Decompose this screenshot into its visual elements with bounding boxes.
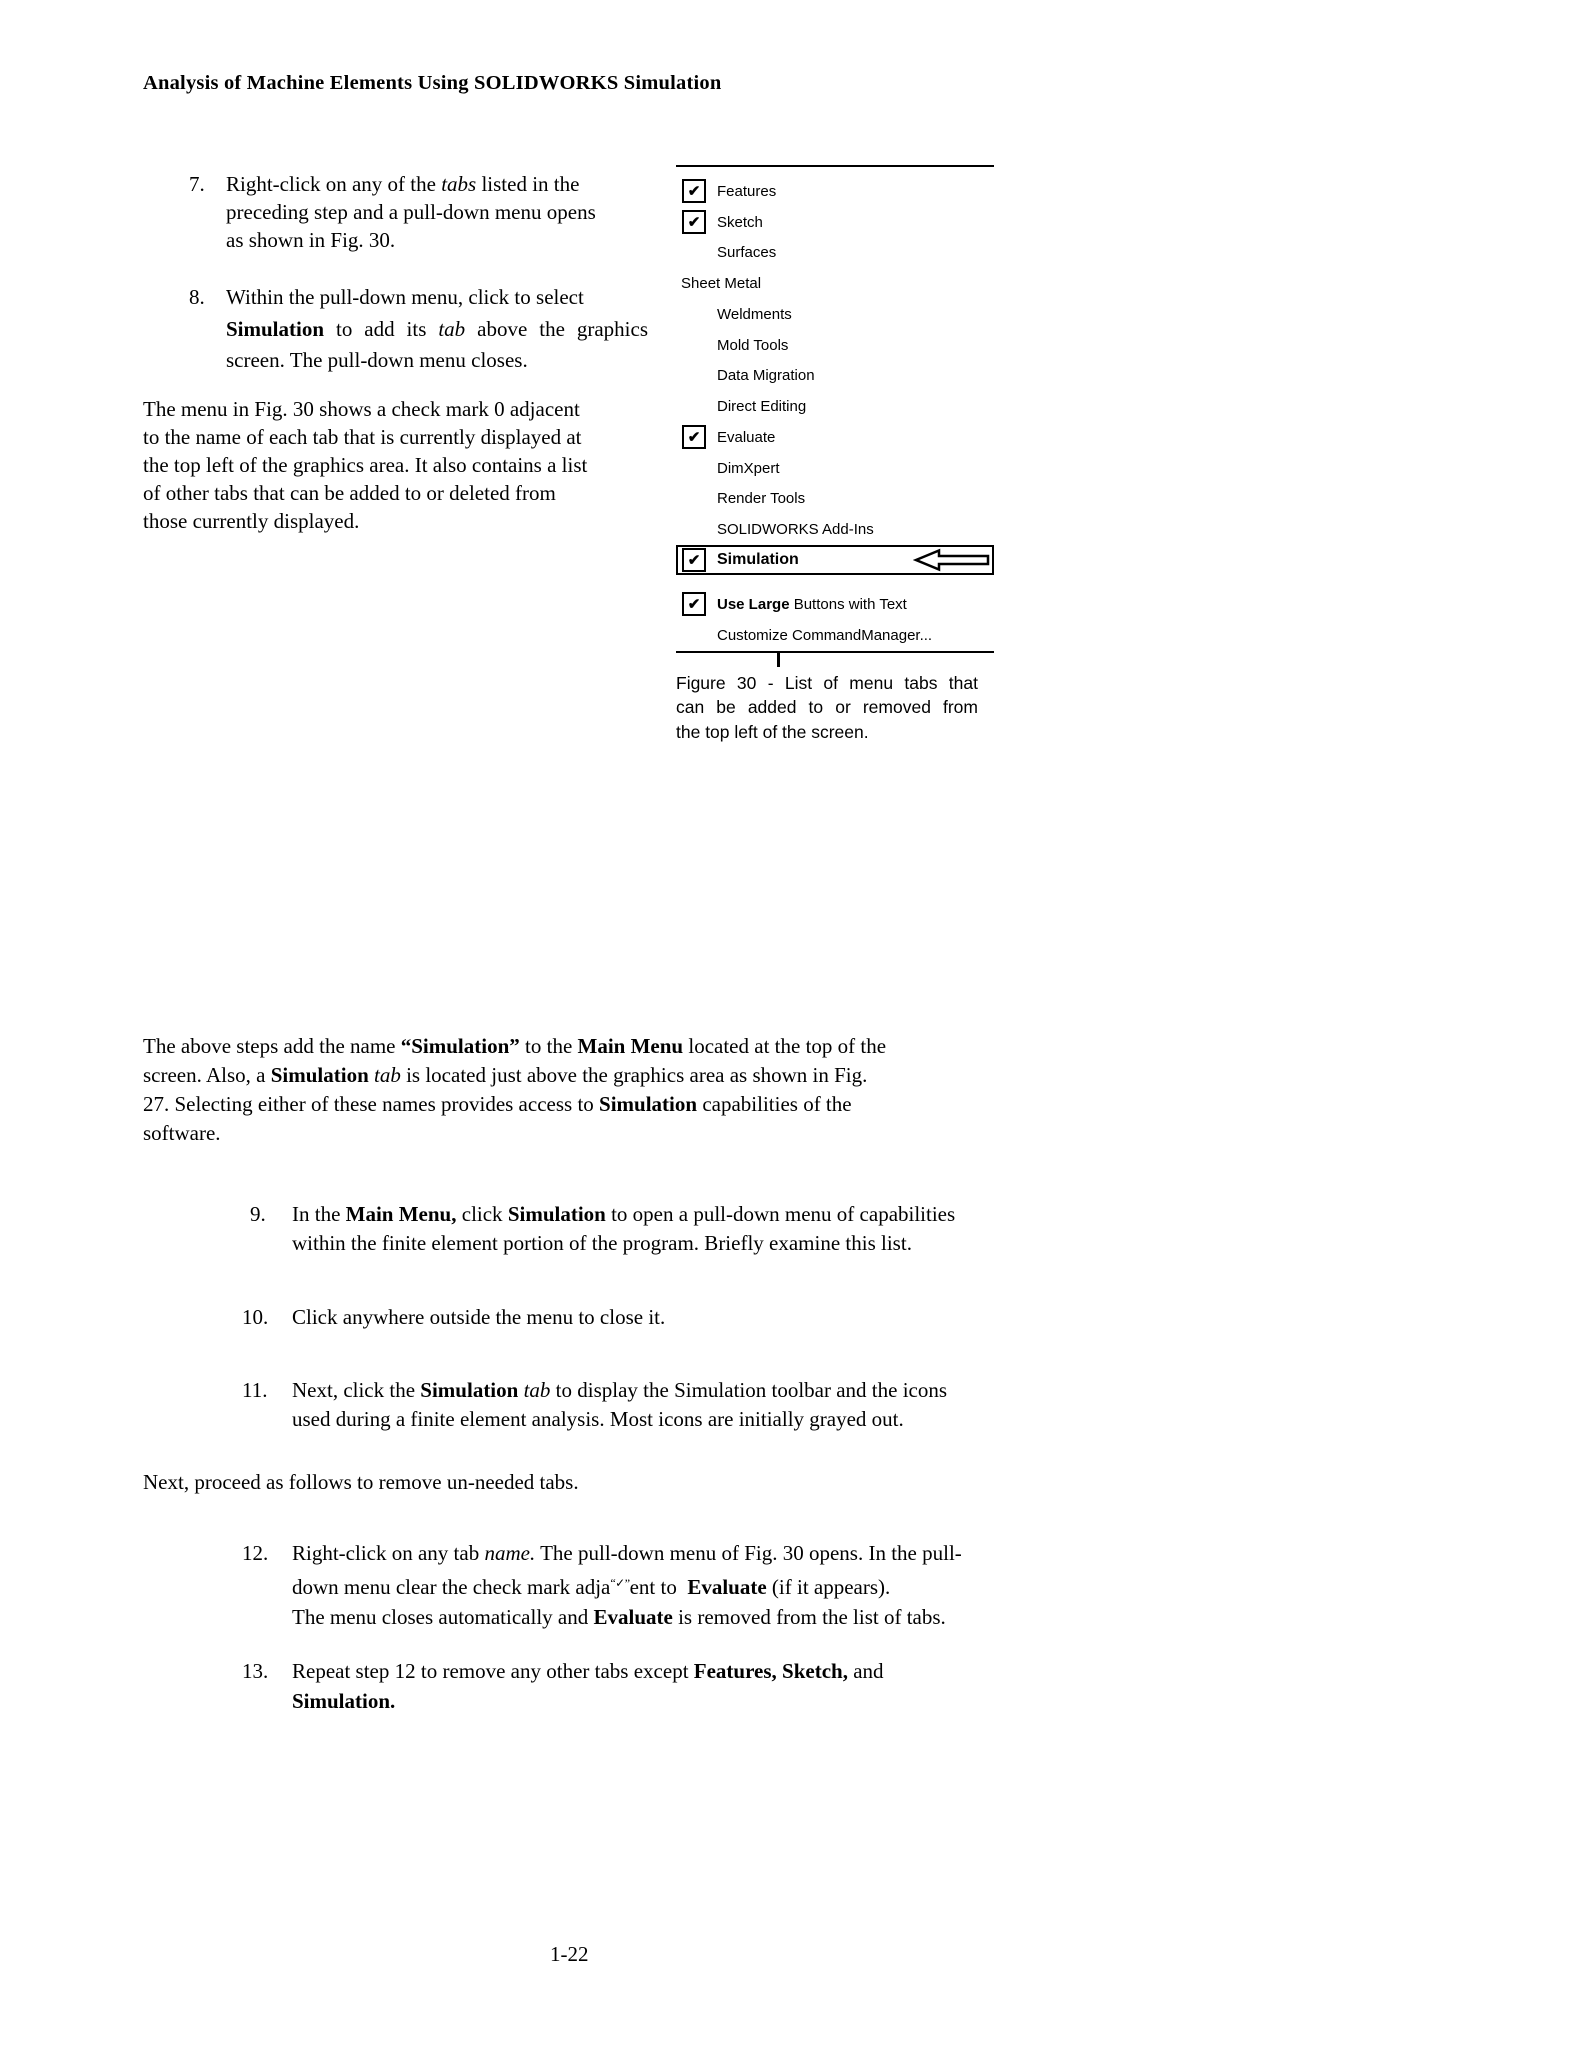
menu-item-label: SOLIDWORKS Add-Ins bbox=[717, 521, 874, 539]
text-line: software. bbox=[143, 1121, 221, 1145]
text-line: Click anywhere outside the menu to close it. bbox=[292, 1305, 666, 1329]
menu-item-label: DimXpert bbox=[717, 459, 780, 477]
menu-item-sketch bbox=[676, 207, 994, 238]
step-8-text bbox=[226, 282, 648, 377]
text-line: of other tabs that can be added to or deleted from bbox=[143, 481, 556, 505]
page-header: Analysis of Machine Elements Using SOLIDWORKS Simulation bbox=[143, 72, 722, 94]
step-7-text bbox=[226, 170, 596, 254]
figure-top-rule bbox=[676, 165, 994, 167]
text-line: Next, click the Simulation tab to display the Simulation toolbar and the icons bbox=[292, 1378, 948, 1402]
figure-bottom-rule bbox=[676, 651, 994, 653]
step-8 bbox=[189, 282, 648, 377]
menu-item-features bbox=[676, 176, 994, 207]
menu-item-label: Weldments bbox=[717, 305, 792, 323]
step-12 bbox=[242, 1538, 962, 1632]
menu-item-use-large bbox=[676, 589, 994, 620]
step-11-number: 11. bbox=[242, 1378, 268, 1402]
text-line: within the finite element portion of the program. Briefly examine this list. bbox=[292, 1231, 912, 1255]
menu-item-sheet-metal bbox=[676, 268, 994, 299]
figure-30 bbox=[676, 165, 994, 744]
figure-caption-line: can be added to or removed from bbox=[676, 697, 978, 717]
menu-item-data-migration bbox=[676, 361, 994, 392]
text-line: screen. The pull-down menu closes. bbox=[226, 348, 528, 372]
text-line: Repeat step 12 to remove any other tabs except Features, Sketch, and bbox=[292, 1659, 884, 1683]
text-line: Next, proceed as follows to remove un-needed tabs. bbox=[143, 1470, 579, 1494]
step-9-number: 9. bbox=[250, 1202, 266, 1226]
menu-item-direct-editing bbox=[676, 391, 994, 422]
text-line: to the name of each tab that is currently displayed at bbox=[143, 425, 582, 449]
step-8-number: 8. bbox=[189, 285, 205, 309]
text-line: down menu clear the check mark adja“✓”ent to Evaluate (if it appears). bbox=[292, 1575, 891, 1599]
step-7-number: 7. bbox=[189, 172, 205, 196]
step-10-number: 10. bbox=[242, 1305, 269, 1329]
step-10 bbox=[242, 1303, 665, 1332]
menu-item-label: Mold Tools bbox=[717, 336, 789, 354]
figure-caption-line: the top left of the screen. bbox=[676, 721, 869, 742]
text-line: Right-click on any of the tabs listed in the bbox=[226, 172, 580, 196]
menu-bottom-list bbox=[676, 589, 994, 651]
checkmark-checkbox: ✔ bbox=[682, 592, 706, 616]
menu-item-solidworks-add-ins bbox=[676, 514, 994, 545]
step-9 bbox=[242, 1200, 955, 1258]
menu-item-surfaces bbox=[676, 238, 994, 269]
step-11-text bbox=[292, 1376, 947, 1434]
text-line: screen. Also, a Simulation tab is located just above the graphics area as shown in Fig. bbox=[143, 1063, 868, 1087]
menu-item-render-tools bbox=[676, 484, 994, 515]
step-13-number: 13. bbox=[242, 1659, 269, 1683]
text-line: In the Main Menu, click Simulation to open a pull-down menu of capabilities bbox=[292, 1202, 956, 1226]
step-12-text bbox=[292, 1538, 962, 1632]
paragraph-menu-note bbox=[143, 395, 683, 535]
text-line: Within the pull-down menu, click to select bbox=[226, 285, 584, 309]
menu-list bbox=[676, 176, 994, 575]
figure-tick-mark bbox=[777, 653, 780, 667]
text-line: preceding step and a pull-down menu opens bbox=[226, 200, 596, 224]
step-13 bbox=[242, 1656, 884, 1716]
menu-item-label: Render Tools bbox=[717, 490, 806, 508]
text-line: The menu in Fig. 30 shows a check mark 0 adjacent bbox=[143, 397, 580, 421]
step-12-number: 12. bbox=[242, 1541, 269, 1565]
text-line: 27. Selecting either of these names provides access to Simulation capabilities of the bbox=[143, 1092, 852, 1116]
paragraph-above-steps bbox=[143, 1032, 1173, 1148]
menu-item-weldments bbox=[676, 299, 994, 330]
step-9-text bbox=[292, 1200, 955, 1258]
menu-item-label: Use Large Buttons with Text bbox=[717, 595, 907, 613]
menu-item-label: Simulation bbox=[717, 551, 799, 568]
checkmark-checkbox: ✔ bbox=[682, 179, 706, 203]
paragraph-remove-tabs bbox=[143, 1468, 1173, 1496]
menu-item-evaluate bbox=[676, 422, 994, 453]
menu-item-label: Sheet Metal bbox=[681, 275, 762, 293]
menu-item-mold-tools bbox=[676, 330, 994, 361]
menu-item-customize-commandmanager bbox=[676, 620, 994, 651]
figure-gap bbox=[676, 575, 994, 589]
checkmark-checkbox: ✔ bbox=[682, 425, 706, 449]
text-line: The menu closes automatically and Evaluate is removed from the list of tabs. bbox=[292, 1605, 946, 1629]
checkmark-checkbox: ✔ bbox=[682, 210, 706, 234]
text-line: used during a finite element analysis. Most icons are initially grayed out. bbox=[292, 1407, 904, 1431]
menu-item-label: Features bbox=[717, 182, 777, 200]
checkmark-checkbox: ✔ bbox=[682, 548, 706, 572]
menu-item-label: Evaluate bbox=[717, 428, 776, 446]
step-7 bbox=[189, 170, 596, 254]
menu-item-simulation bbox=[676, 545, 994, 575]
menu-item-label: Sketch bbox=[717, 213, 763, 231]
menu-item-label: Data Migration bbox=[717, 367, 815, 385]
text-line: Right-click on any tab name. The pull-down menu of Fig. 30 opens. In the pull- bbox=[292, 1541, 962, 1565]
step-11 bbox=[242, 1376, 947, 1434]
text-line: Simulation. bbox=[292, 1689, 396, 1713]
text-line: Simulation to add its tab above the graphics bbox=[226, 316, 648, 341]
text-line: The above steps add the name “Simulation” to the Main Menu located at the top of the bbox=[143, 1034, 887, 1058]
figure-caption-line: Figure 30 - List of menu tabs that bbox=[676, 672, 978, 693]
step-13-text bbox=[292, 1656, 884, 1716]
text-line: as shown in Fig. 30. bbox=[226, 228, 396, 252]
step-10-text bbox=[292, 1303, 665, 1332]
page-number: 1-22 bbox=[550, 1942, 589, 1966]
menu-item-dimxpert bbox=[676, 453, 994, 484]
menu-item-label: Surfaces bbox=[717, 244, 777, 262]
menu-item-label: Customize CommandManager... bbox=[717, 626, 933, 644]
text-line: those currently displayed. bbox=[143, 509, 360, 533]
menu-item-label: Direct Editing bbox=[717, 398, 807, 416]
figure-caption bbox=[676, 671, 978, 745]
text-line: the top left of the graphics area. It also contains a list bbox=[143, 453, 588, 477]
left-arrow-icon bbox=[913, 548, 991, 572]
